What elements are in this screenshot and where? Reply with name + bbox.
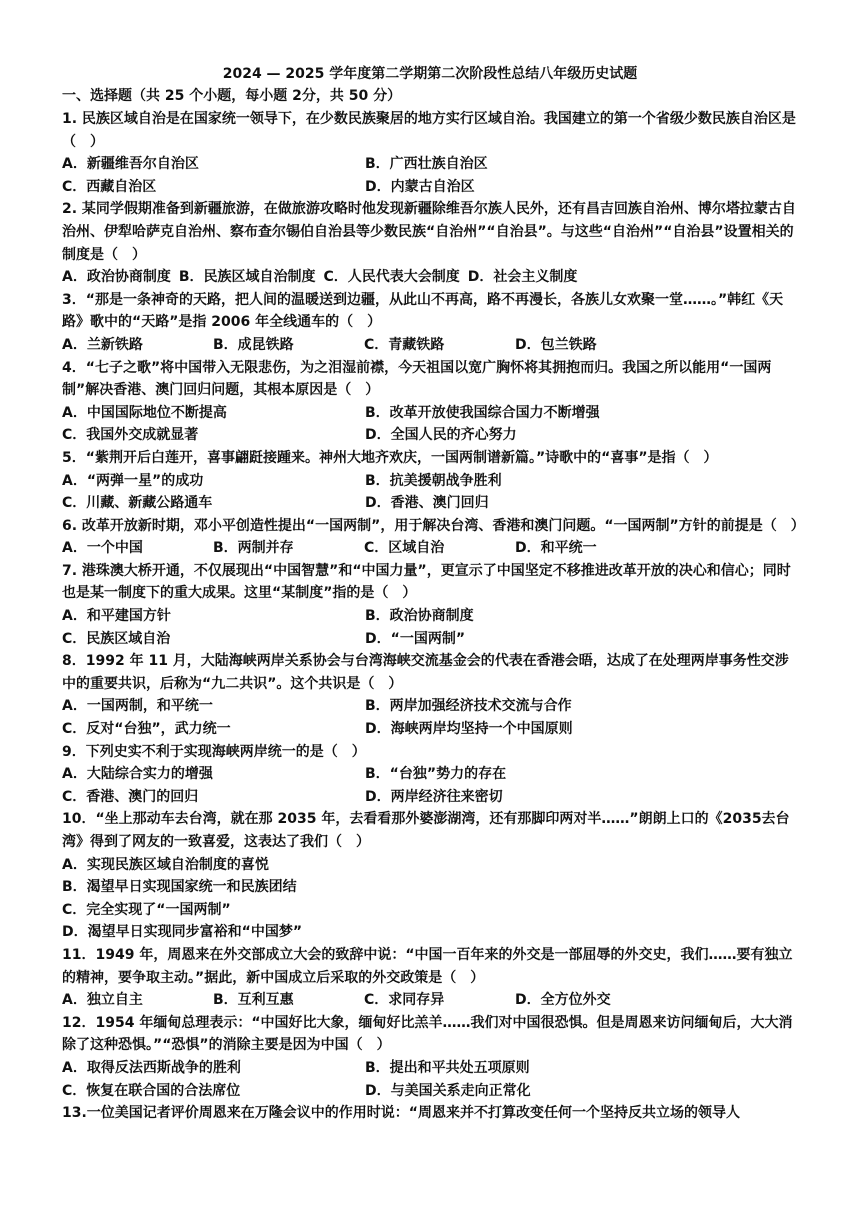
options xyxy=(62,537,798,560)
question-stem: 11．1949 年，周恩来在外交部成立大会的致辞中说：“中国一百年来的外交是一部屈辱的外交史，我们……要有独立的精神，要争取主动。”据此，新中国成立后采取的外交政策是（ ） xyxy=(62,946,793,986)
question-1 xyxy=(62,108,798,198)
exam-title: 2024 — 2025 学年度第二学期第二次阶段性总结八年级历史试题 xyxy=(222,66,638,82)
option-a: A．一国两制，和平统一 xyxy=(62,698,213,715)
question-stem: 6. 改革开放新时期，邓小平创造性提出“一国两制”，用于解决台湾、香港和澳门问题。“一国两制”方针的前提是（ ） xyxy=(62,517,805,534)
question-stem: 2. 某同学假期准备到新疆旅游，在做旅游攻略时他发现新疆除维吾尔族人民外，还有昌吉回族自治州、博尔塔拉蒙古自治州、伊犁哈萨克自治州、察布查尔锡伯自治县等少数民族“自治州”“自治县”。与这些“自治州”“自治县”设置相关的制度是（ ） xyxy=(62,201,796,263)
option-a: A．中国国际地位不断提高 xyxy=(62,404,227,421)
option-c: C．反对“台独”，武力统一 xyxy=(62,721,231,738)
option-a: A．政治协商制度 xyxy=(62,269,171,286)
option-b: B．广西壮族自治区 xyxy=(365,156,488,173)
option-c: C．我国外交成就显著 xyxy=(62,427,199,444)
option-c: C．区域自治 xyxy=(364,540,445,557)
option-c: C．民族区域自治 xyxy=(62,630,171,647)
question-9 xyxy=(62,741,798,809)
options xyxy=(62,402,798,447)
option-a: A．新疆维吾尔自治区 xyxy=(62,156,199,173)
option-b: B．渴望早日实现国家统一和民族团结 xyxy=(62,879,297,896)
option-b: B．两制并存 xyxy=(213,540,294,557)
options xyxy=(62,153,798,198)
options xyxy=(62,854,798,944)
options xyxy=(62,695,798,740)
options xyxy=(62,266,798,289)
question-stem: 4．“七子之歌”将中国带入无限悲伤，为之泪湿前襟，今天祖国以宽广胸怀将其拥抱而归。我国之所以能用“一国两制”解决香港、澳门回归问题，其根本原因是（ ） xyxy=(62,359,772,399)
options xyxy=(62,605,798,650)
option-d: D．与美国关系走向正常化 xyxy=(365,1082,531,1099)
option-a: A．兰新铁路 xyxy=(62,336,143,353)
option-d: D．渴望早日实现同步富裕和“中国梦” xyxy=(62,924,303,941)
option-c: C．求同存异 xyxy=(364,992,445,1009)
option-c: C．恢复在联合国的合法席位 xyxy=(62,1082,241,1099)
question-list xyxy=(62,108,805,1125)
question-stem: 9．下列史实不利于实现海峡两岸统一的是（ ） xyxy=(62,743,366,760)
options xyxy=(62,763,798,808)
option-b: B．政治协商制度 xyxy=(365,608,474,625)
question-7 xyxy=(62,560,798,650)
option-b: B．提出和平共处五项原则 xyxy=(365,1059,530,1076)
question-stem: 8．1992 年 11 月，大陆海峡两岸关系协会与台湾海峡交流基金会的代表在香港会晤，达成了在处理两岸事务性交涉中的重要共识，后称为“九二共识”。这个共识是（ ） xyxy=(62,653,789,692)
option-c: C．完全实现了“一国两制” xyxy=(62,901,231,918)
question-5 xyxy=(62,447,798,515)
section-heading: 一、选择题（共 25 个小题，每小题 2分，共 50 分） xyxy=(62,88,402,104)
option-b: B．改革开放使我国综合国力不断增强 xyxy=(365,404,600,421)
option-b: B．互利互惠 xyxy=(213,992,294,1009)
question-stem: 7. 港珠澳大桥开通，不仅展现出“中国智慧”和“中国力量”，更宣示了中国坚定不移推进改革开放的决心和信心；同时也是某一制度下的重大成果。这里“某制度”指的是（ ） xyxy=(62,562,791,602)
option-d: D．和平统一 xyxy=(515,540,597,557)
option-d: D．“一国两制” xyxy=(365,630,466,647)
options xyxy=(62,470,798,515)
question-13 xyxy=(62,1102,798,1125)
question-stem: 12．1954 年缅甸总理表示：“中国好比大象，缅甸好比羔羊……我们对中国很恐惧。但是周恩来访问缅甸后，大大消除了这种恐惧。”“恐惧”的消除主要是因为中国（ ） xyxy=(62,1014,793,1054)
question-stem: 5．“紫荆开后白莲开，喜事翩跹接踵来。神州大地齐欢庆，一国两制谱新篇。”诗歌中的“喜事”是指（ ） xyxy=(62,449,718,466)
option-c: C．西藏自治区 xyxy=(62,178,157,195)
option-c: C．香港、澳门的回归 xyxy=(62,788,199,805)
question-11 xyxy=(62,944,798,1012)
option-a: A．大陆综合实力的增强 xyxy=(62,766,213,783)
option-c: C．川藏、新藏公路通车 xyxy=(62,495,213,512)
option-a: A．和平建国方针 xyxy=(62,608,171,625)
question-3 xyxy=(62,289,798,357)
options xyxy=(62,334,798,357)
option-c: C．青藏铁路 xyxy=(364,336,445,353)
option-d: D．包兰铁路 xyxy=(515,336,597,353)
option-b: B．抗美援朝战争胜利 xyxy=(365,472,502,489)
option-b: B．“台独”势力的存在 xyxy=(365,766,507,783)
option-c: C．人民代表大会制度 xyxy=(323,269,460,286)
options xyxy=(62,1057,798,1102)
option-d: D．内蒙古自治区 xyxy=(365,178,475,195)
option-d: D．两岸经济往来密切 xyxy=(365,788,503,805)
option-a: A．实现民族区域自治制度的喜悦 xyxy=(62,856,269,873)
question-stem: 10．“坐上那动车去台湾，就在那 2035 年，去看看那外婆澎湖湾，还有那脚印两对半……”朗朗上口的《2035去台湾》得到了网友的一致喜爱，这表达了我们（ ） xyxy=(62,811,790,850)
option-b: B．两岸加强经济技术交流与合作 xyxy=(365,698,572,715)
option-d: D．香港、澳门回归 xyxy=(365,495,489,512)
option-d: D．社会主义制度 xyxy=(467,269,578,286)
option-a: A．独立自主 xyxy=(62,992,143,1009)
option-b: B．民族区域自治制度 xyxy=(178,269,316,286)
options xyxy=(62,989,798,1012)
option-d: D．海峡两岸均坚持一个中国原则 xyxy=(365,721,573,738)
question-stem: 1. 民族区域自治是在国家统一领导下，在少数民族聚居的地方实行区域自治。我国建立的第一个省级少数民族自治区是（ ） xyxy=(62,111,796,150)
option-b: B．成昆铁路 xyxy=(213,336,294,353)
option-a: A．一个中国 xyxy=(62,540,143,557)
question-8 xyxy=(62,650,798,740)
question-stem: 3．“那是一条神奇的天路，把人间的温暖送到边疆，从此山不再高，路不再漫长，各族儿女欢聚一堂……。”韩红《天路》歌中的“天路”是指 2006 年全线通车的（ ） xyxy=(62,291,784,331)
option-a: A．“两弹一星”的成功 xyxy=(62,472,204,489)
question-12 xyxy=(62,1012,798,1102)
option-a: A．取得反法西斯战争的胜利 xyxy=(62,1059,241,1076)
question-stem: 13.一位美国记者评价周恩来在万隆会议中的作用时说：“周恩来并不打算改变任何一个坚持反共立场的领导人 xyxy=(62,1105,740,1122)
question-2 xyxy=(62,198,798,288)
option-d: D．全国人民的齐心努力 xyxy=(365,427,517,444)
option-d: D．全方位外交 xyxy=(515,992,611,1009)
question-4 xyxy=(62,357,798,447)
question-6 xyxy=(62,515,805,560)
question-10 xyxy=(62,808,798,944)
